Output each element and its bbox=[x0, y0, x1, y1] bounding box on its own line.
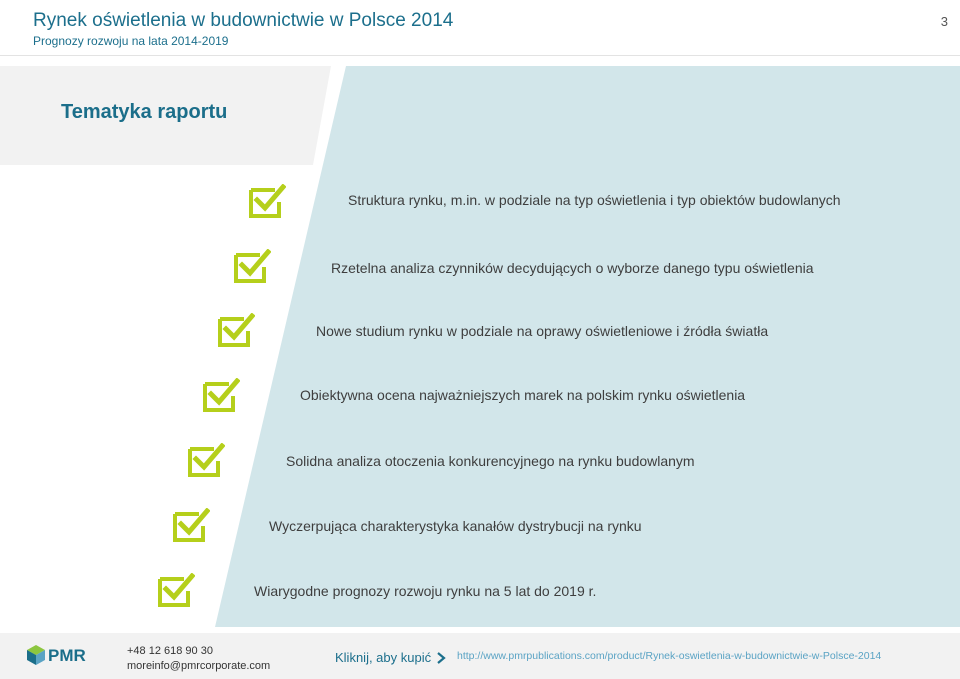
checkbox-checked-icon bbox=[217, 313, 255, 349]
product-url-link[interactable]: http://www.pmrpublications.com/product/Rynek-oswietlenia-w-budownictwie-w-Polsce-2014 bbox=[457, 650, 882, 662]
buy-link[interactable]: Kliknij, aby kupić bbox=[335, 650, 432, 665]
blue-diagonal-panel bbox=[215, 66, 960, 627]
section-title: Tematyka raportu bbox=[61, 101, 228, 123]
phone-number: +48 12 618 90 30 bbox=[127, 645, 213, 657]
checkbox-checked-icon bbox=[172, 508, 210, 544]
report-subtitle: Prognozy rozwoju na lata 2014-2019 bbox=[33, 34, 229, 48]
list-item-text: Obiektywna ocena najważniejszych marek na polskim rynku oświetlenia bbox=[300, 387, 746, 403]
list-item-text: Wyczerpująca charakterystyka kanałów dystrybucji na rynku bbox=[269, 518, 642, 534]
list-item-text: Solidna analiza otoczenia konkurencyjnego na rynku budowlanym bbox=[286, 453, 695, 469]
chevron-right-icon[interactable] bbox=[436, 652, 446, 664]
cube-logo-icon bbox=[26, 644, 46, 666]
report-title: Rynek oświetlenia w budownictwie w Polsce 2014 bbox=[33, 10, 454, 31]
checkbox-checked-icon bbox=[248, 184, 286, 220]
checkbox-checked-icon bbox=[187, 443, 225, 479]
logo-text: PMR bbox=[48, 646, 86, 665]
list-item-text: Struktura rynku, m.in. w podziale na typ oświetlenia i typ obiektów budowlanych bbox=[348, 192, 841, 208]
page-number: 3 bbox=[940, 14, 948, 29]
checkbox-checked-icon bbox=[202, 378, 240, 414]
checkbox-checked-icon bbox=[233, 249, 271, 285]
list-item-text: Wiarygodne prognozy rozwoju rynku na 5 lat do 2019 r. bbox=[254, 583, 597, 599]
footer bbox=[0, 633, 960, 679]
list-item-text: Rzetelna analiza czynników decydujących o wyborze danego typu oświetlenia bbox=[331, 260, 814, 276]
list-item-text: Nowe studium rynku w podziale na oprawy oświetleniowe i źródła światła bbox=[316, 323, 769, 339]
checkbox-checked-icon bbox=[157, 573, 195, 609]
email-link[interactable]: moreinfo@pmrcorporate.com bbox=[127, 660, 271, 672]
pmr-logo bbox=[26, 644, 96, 666]
